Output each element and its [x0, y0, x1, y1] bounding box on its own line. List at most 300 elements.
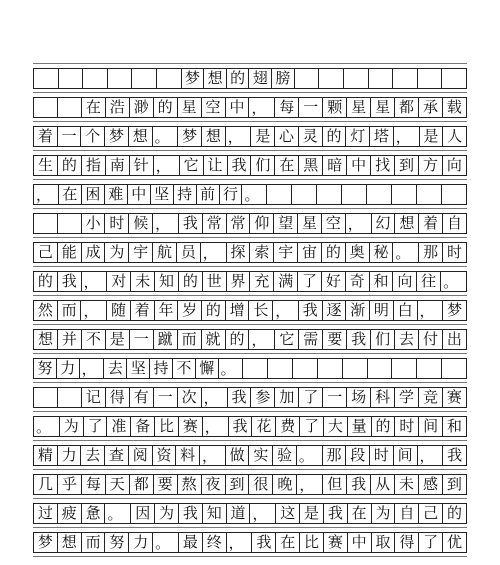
grid-cell: 小: [82, 214, 106, 233]
grid-cell: 为: [60, 417, 84, 436]
grid-cell: ，: [203, 417, 229, 436]
grid-cell: 中: [128, 185, 151, 204]
grid-cell: 不: [173, 359, 196, 378]
grid-cell: 一: [58, 127, 82, 146]
grid-cell: 力: [57, 359, 80, 378]
grid-cell: 查: [105, 446, 129, 465]
grid-cell: 这: [276, 504, 300, 523]
grid-cell: 航: [153, 243, 177, 262]
row-spacer-line: [33, 527, 467, 528]
grid-cell: ，: [297, 475, 323, 494]
grid-cell: 渐: [346, 301, 370, 320]
row-spacer-line: [33, 150, 467, 151]
grid-cell: 的: [179, 272, 203, 291]
grid-cell: 而: [82, 533, 106, 552]
grid-cell: 空: [322, 214, 346, 233]
grid-cell: ，: [82, 272, 108, 291]
grid-cell: 是: [106, 330, 130, 349]
grid-cell: 梦: [105, 127, 129, 146]
row-spacer-line: [33, 295, 467, 296]
grid-cell: 们: [371, 330, 395, 349]
grid-cell: 想: [129, 127, 153, 146]
grid-row: [33, 445, 467, 466]
grid-cell: 梦: [443, 301, 467, 320]
grid-cell: 。: [153, 127, 179, 146]
grid-cell: [33, 388, 58, 407]
grid-cell: 。: [219, 359, 244, 378]
grid-cell: ，: [33, 185, 59, 204]
grid-cell: 星: [347, 98, 371, 117]
grid-cell: ，: [200, 446, 226, 465]
grid-cell: 我: [228, 388, 252, 407]
grid-cell: 到: [395, 156, 419, 175]
grid-cell: [33, 69, 59, 88]
grid-cell: 奥: [346, 243, 370, 262]
grid-cell: 南: [106, 156, 130, 175]
grid-cell: 了: [299, 388, 323, 407]
grid-cell: 指: [82, 156, 106, 175]
grid-cell: 人: [443, 127, 467, 146]
grid-cell: 有: [130, 388, 154, 407]
grid-cell: 知: [203, 504, 227, 523]
grid-cell: 行: [220, 185, 243, 204]
grid-cell: ，: [153, 214, 179, 233]
title-character: 翅: [249, 69, 272, 88]
grid-cell: 和: [370, 272, 394, 291]
grid-cell: 那: [323, 446, 347, 465]
row-spacer-line: [33, 556, 467, 557]
grid-cell: 年: [155, 301, 179, 320]
top-border-line: [33, 63, 467, 64]
grid-cell: 为: [372, 504, 396, 523]
row-spacer-line: [33, 469, 467, 470]
grid-cell: 索: [250, 243, 274, 262]
grid-cell: 出: [443, 330, 467, 349]
grid-row: [33, 503, 467, 524]
grid-cell: 的: [322, 243, 346, 262]
grid-row: [33, 271, 467, 292]
grid-cell: [157, 69, 182, 88]
grid-cell: 晚: [273, 475, 297, 494]
grid-cell: 。: [242, 185, 267, 204]
grid-cell: 在: [59, 185, 82, 204]
grid-cell: 心: [275, 127, 299, 146]
grid-cell: [132, 69, 157, 88]
grid-cell: 奇: [346, 272, 370, 291]
grid-cell: 自: [443, 214, 467, 233]
grid-cell: [368, 359, 393, 378]
grid-cell: [243, 359, 268, 378]
grid-cell: 学: [395, 388, 419, 407]
grid-cell: 塔: [370, 127, 394, 146]
grid-cell: 努: [105, 533, 129, 552]
grid-cell: 夜: [202, 475, 226, 494]
grid-cell: 一: [323, 388, 347, 407]
grid-cell: 力: [58, 446, 82, 465]
grid-row: [33, 358, 467, 379]
grid-cell: 向: [443, 156, 467, 175]
grid-cell: 知: [155, 272, 179, 291]
grid-cell: 。: [441, 272, 467, 291]
grid-cell: 持: [150, 359, 173, 378]
grid-cell: [267, 185, 292, 204]
grid-cell: 逐: [323, 301, 347, 320]
grid-cell: 懈: [196, 359, 219, 378]
grid-cell: 秘: [370, 243, 394, 262]
grid-cell: [392, 359, 417, 378]
grid-cell: 灯: [346, 127, 370, 146]
grid-cell: 最: [179, 533, 203, 552]
grid-cell: 不: [82, 330, 106, 349]
grid-cell: [33, 98, 58, 117]
grid-cell: 我: [347, 475, 371, 494]
grid-cell: 。: [393, 243, 419, 262]
grid-cell: 每: [82, 475, 106, 494]
grid-cell: 我: [179, 214, 203, 233]
grid-cell: 了: [298, 272, 322, 291]
grid-cell: 从: [371, 475, 395, 494]
grid-cell: 前: [197, 185, 220, 204]
grid-cell: ，: [80, 359, 105, 378]
grid-cell: 找: [371, 156, 395, 175]
grid-cell: 要: [323, 330, 347, 349]
grid-cell: 星: [298, 214, 322, 233]
grid-cell: 努: [33, 359, 57, 378]
grid-cell: 要: [154, 475, 178, 494]
grid-cell: ，: [273, 301, 299, 320]
grid-cell: ，: [249, 330, 275, 349]
row-spacer-line: [33, 266, 467, 267]
title-character: 梦: [182, 69, 205, 88]
grid-cell: 。: [153, 533, 179, 552]
grid-cell: 竞: [419, 388, 443, 407]
grid-cell: 加: [275, 388, 299, 407]
grid-cell: [367, 185, 392, 204]
grid-row: [33, 532, 467, 553]
grid-cell: ，: [201, 243, 227, 262]
grid-cell: 实: [249, 446, 273, 465]
grid-cell: 的: [226, 330, 250, 349]
grid-cell: 科: [371, 388, 395, 407]
grid-cell: 资: [153, 446, 177, 465]
grid-cell: 的: [58, 156, 82, 175]
grid-cell: 让: [204, 156, 228, 175]
grid-cell: 而: [178, 330, 202, 349]
grid-cell: 需: [299, 330, 323, 349]
grid-cell: [58, 98, 82, 117]
grid-cell: [343, 359, 368, 378]
grid-cell: 一: [299, 98, 323, 117]
grid-cell: 一: [130, 330, 154, 349]
grid-cell: 坚: [151, 185, 174, 204]
grid-cell: [417, 185, 442, 204]
grid-cell: 精: [33, 446, 58, 465]
grid-cell: 段: [346, 446, 370, 465]
grid-cell: 都: [130, 475, 154, 494]
grid-cell: 而: [58, 301, 82, 320]
grid-cell: [58, 214, 82, 233]
grid-cell: [393, 69, 418, 88]
grid-cell: 并: [58, 330, 82, 349]
row-spacer-line: [33, 498, 467, 499]
grid-row: [33, 155, 467, 176]
grid-cell: 我: [443, 446, 467, 465]
grid-cell: 星: [178, 98, 202, 117]
grid-cell: 间: [419, 417, 443, 436]
grid-cell: 都: [395, 98, 419, 117]
grid-cell: 在: [348, 504, 372, 523]
grid-cell: 们: [251, 156, 275, 175]
grid-cell: 是: [300, 504, 324, 523]
grid-cell: ，: [154, 156, 180, 175]
grid-cell: 常: [203, 214, 227, 233]
grid-cell: 宙: [298, 243, 322, 262]
grid-cell: 明: [370, 301, 394, 320]
grid-cell: 的: [372, 417, 396, 436]
grid-cell: 了: [419, 533, 443, 552]
grid-cell: 。: [297, 446, 323, 465]
row-spacer-line: [33, 208, 467, 209]
grid-row: [33, 329, 467, 350]
grid-cell: 我: [228, 156, 252, 175]
row-spacer-line: [33, 324, 467, 325]
grid-cell: ，: [249, 98, 275, 117]
grid-row: [33, 416, 467, 437]
grid-cell: 的: [202, 301, 226, 320]
grid-cell: 星: [371, 98, 395, 117]
grid-cell: 未: [395, 475, 419, 494]
grid-row: [33, 242, 467, 263]
grid-cell: [319, 69, 344, 88]
grid-cell: 力: [129, 533, 153, 552]
grid-cell: 好: [322, 272, 346, 291]
grid-cell: 随: [107, 301, 131, 320]
title-character: 的: [227, 69, 250, 88]
grid-cell: 载: [443, 98, 467, 117]
grid-cell: 阅: [129, 446, 153, 465]
grid-cell: 得: [395, 533, 419, 552]
grid-cell: 很: [249, 475, 273, 494]
grid-cell: 候: [129, 214, 153, 233]
grid-cell: 因: [131, 504, 155, 523]
grid-cell: 未: [131, 272, 155, 291]
grid-cell: 是: [251, 127, 275, 146]
grid-cell: 乎: [58, 475, 82, 494]
grid-cell: 比: [300, 533, 324, 552]
grid-cell: 个: [81, 127, 105, 146]
grid-cell: 想: [58, 533, 82, 552]
grid-cell: 蹴: [154, 330, 178, 349]
grid-cell: 针: [130, 156, 154, 175]
grid-cell: [344, 69, 369, 88]
grid-cell: 的: [443, 504, 467, 523]
grid-cell: ，: [81, 301, 107, 320]
grid-cell: 了: [300, 417, 324, 436]
grid-cell: 世: [203, 272, 227, 291]
grid-cell: 满: [274, 272, 298, 291]
row-spacer-line: [33, 353, 467, 354]
grid-cell: 成: [82, 243, 106, 262]
grid-cell: ，: [418, 301, 444, 320]
title-character: 想: [204, 69, 227, 88]
grid-cell: 界: [227, 272, 251, 291]
grid-cell: 宇: [274, 243, 298, 262]
row-spacer-line: [33, 440, 467, 441]
grid-cell: 想: [395, 214, 419, 233]
grid-cell: 中: [347, 156, 371, 175]
grid-cell: ，: [227, 533, 253, 552]
grid-cell: 对: [107, 272, 131, 291]
grid-cell: 难: [105, 185, 128, 204]
grid-cell: 它: [275, 330, 299, 349]
grid-cell: 困: [82, 185, 105, 204]
grid-cell: 想: [33, 330, 58, 349]
grid-cell: 颗: [323, 98, 347, 117]
grid-cell: 熬: [178, 475, 202, 494]
grid-cell: 量: [348, 417, 372, 436]
grid-cell: 岁: [178, 301, 202, 320]
grid-cell: [59, 69, 84, 88]
grid-cell: 探: [227, 243, 251, 262]
grid-row: [33, 126, 467, 147]
grid-cell: 在: [276, 533, 300, 552]
grid-cell: 取: [372, 533, 396, 552]
grid-cell: ，: [394, 127, 420, 146]
grid-cell: 着: [33, 127, 58, 146]
grid-cell: [295, 69, 320, 88]
grid-cell: 方: [419, 156, 443, 175]
grid-cell: [392, 185, 417, 204]
grid-cell: 优: [443, 533, 467, 552]
grid-cell: 为: [155, 504, 179, 523]
grid-cell: 在: [82, 98, 106, 117]
grid-cell: 坚: [127, 359, 150, 378]
grid-row: [33, 387, 467, 408]
grid-cell: 和: [443, 417, 467, 436]
row-spacer-line: [33, 92, 467, 93]
grid-cell: 时: [395, 417, 419, 436]
grid-cell: 向: [393, 272, 417, 291]
grid-cell: 宇: [129, 243, 153, 262]
grid-cell: 中: [348, 533, 372, 552]
grid-cell: 梦: [33, 533, 58, 552]
grid-cell: 付: [419, 330, 443, 349]
grid-cell: 幻: [372, 214, 396, 233]
grid-cell: 为: [105, 243, 129, 262]
grid-cell: 去: [104, 359, 127, 378]
grid-cell: 疲: [58, 504, 82, 523]
grid-cell: 我: [58, 272, 82, 291]
grid-cell: 着: [419, 214, 443, 233]
grid-cell: 仰: [250, 214, 274, 233]
grid-cell: 时: [443, 243, 467, 262]
grid-cell: 赛: [179, 417, 203, 436]
grid-cell: 增: [226, 301, 250, 320]
grid-cell: 但: [323, 475, 347, 494]
grid-cell: [369, 69, 394, 88]
grid-cell: 暗: [323, 156, 347, 175]
grid-cell: [342, 185, 367, 204]
grid-cell: 几: [33, 475, 58, 494]
grid-cell: 在: [275, 156, 299, 175]
grid-cell: 想: [202, 127, 226, 146]
grid-cell: 花: [252, 417, 276, 436]
grid-cell: 次: [178, 388, 202, 407]
row-spacer-line: [33, 121, 467, 122]
grid-cell: [318, 359, 343, 378]
grid-cell: [442, 185, 467, 204]
grid-cell: 终: [203, 533, 227, 552]
row-spacer-line: [33, 382, 467, 383]
grid-cell: 准: [107, 417, 131, 436]
grid-cell: 自: [395, 504, 419, 523]
grid-cell: 过: [33, 504, 58, 523]
grid-cell: 赛: [324, 533, 348, 552]
grid-cell: [442, 359, 467, 378]
grid-cell: 料: [176, 446, 200, 465]
grid-cell: 承: [419, 98, 443, 117]
grid-cell: 常: [227, 214, 251, 233]
grid-cell: 我: [229, 417, 253, 436]
row-spacer-line: [33, 237, 467, 238]
grid-cell: 了: [84, 417, 108, 436]
grid-row: [33, 300, 467, 321]
grid-cell: ，: [226, 127, 252, 146]
grid-cell: 己: [419, 504, 443, 523]
grid-cell: 的: [154, 98, 178, 117]
grid-cell: 做: [226, 446, 250, 465]
grid-cell: ，: [346, 214, 372, 233]
grid-cell: 白: [394, 301, 418, 320]
grid-cell: 望: [274, 214, 298, 233]
grid-cell: 中: [226, 98, 250, 117]
grid-cell: 我: [347, 330, 371, 349]
grid-cell: ，: [202, 388, 228, 407]
grid-cell: 场: [347, 388, 371, 407]
grid-cell: 赛: [443, 388, 467, 407]
grid-cell: 着: [131, 301, 155, 320]
grid-row: [33, 474, 467, 495]
grid-cell: 惫: [82, 504, 106, 523]
grid-cell: 是: [420, 127, 444, 146]
grid-cell: 的: [33, 272, 58, 291]
grid-cell: 的: [323, 127, 347, 146]
grid-cell: 己: [33, 243, 58, 262]
grid-cell: 比: [155, 417, 179, 436]
grid-cell: [268, 359, 293, 378]
grid-cell: 验: [273, 446, 297, 465]
grid-cell: 每: [275, 98, 299, 117]
grid-cell: ，: [250, 504, 276, 523]
title-character: 膀: [272, 69, 295, 88]
grid-cell: 时: [105, 214, 129, 233]
grid-cell: [292, 185, 317, 204]
grid-cell: [58, 388, 82, 407]
title-row: [33, 68, 467, 89]
grid-cell: [108, 69, 133, 88]
grid-cell: 得: [106, 388, 130, 407]
grid-cell: 。: [33, 417, 60, 436]
grid-cell: 感: [419, 475, 443, 494]
grid-cell: [83, 69, 108, 88]
grid-cell: 一: [154, 388, 178, 407]
grid-cell: 就: [202, 330, 226, 349]
grid-cell: 渺: [130, 98, 154, 117]
row-spacer-line: [33, 411, 467, 412]
grid-cell: 道: [227, 504, 251, 523]
grid-cell: 。: [105, 504, 131, 523]
grid-row: [33, 213, 467, 234]
